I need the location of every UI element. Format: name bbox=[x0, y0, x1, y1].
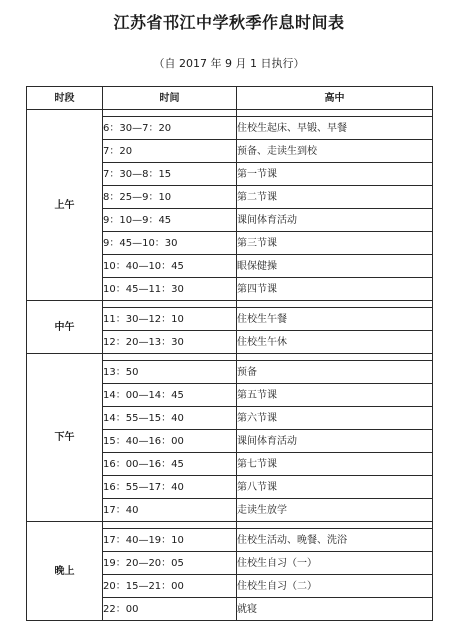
gap-cell bbox=[103, 301, 237, 308]
activity-cell: 走读生放学 bbox=[237, 499, 433, 522]
activity-cell: 眼保健操 bbox=[237, 255, 433, 278]
activity-cell: 第五节课 bbox=[237, 384, 433, 407]
time-cell: 9：10—9：45 bbox=[103, 209, 237, 232]
activity-cell: 第二节课 bbox=[237, 186, 433, 209]
gap-cell bbox=[237, 301, 433, 308]
activity-cell: 课间体育活动 bbox=[237, 430, 433, 453]
gap-cell bbox=[237, 354, 433, 361]
activity-cell: 住校生午餐 bbox=[237, 308, 433, 331]
activity-cell: 第七节课 bbox=[237, 453, 433, 476]
activity-cell: 第一节课 bbox=[237, 163, 433, 186]
section-gap bbox=[27, 354, 433, 361]
time-cell: 12：20—13：30 bbox=[103, 331, 237, 354]
time-cell: 17：40 bbox=[103, 499, 237, 522]
time-cell: 10：40—10：45 bbox=[103, 255, 237, 278]
activity-cell: 第三节课 bbox=[237, 232, 433, 255]
activity-cell: 第六节课 bbox=[237, 407, 433, 430]
activity-cell: 第八节课 bbox=[237, 476, 433, 499]
period-label: 上午 bbox=[27, 110, 103, 301]
activity-cell: 住校生活动、晚餐、洗浴 bbox=[237, 529, 433, 552]
gap-cell bbox=[103, 110, 237, 117]
schedule-table bbox=[26, 86, 433, 621]
section-gap bbox=[27, 110, 433, 117]
time-cell: 22：00 bbox=[103, 598, 237, 621]
time-cell: 13：50 bbox=[103, 361, 237, 384]
time-cell: 11：30—12：10 bbox=[103, 308, 237, 331]
period-label: 晚上 bbox=[27, 522, 103, 621]
activity-cell: 住校生午休 bbox=[237, 331, 433, 354]
time-cell: 7：20 bbox=[103, 140, 237, 163]
header-period: 时段 bbox=[27, 87, 103, 110]
gap-cell bbox=[237, 110, 433, 117]
activity-cell: 第四节课 bbox=[237, 278, 433, 301]
gap-cell bbox=[237, 522, 433, 529]
section-gap bbox=[27, 301, 433, 308]
activity-cell: 住校生起床、早锻、早餐 bbox=[237, 117, 433, 140]
time-cell: 17：40—19：10 bbox=[103, 529, 237, 552]
gap-cell bbox=[103, 522, 237, 529]
activity-cell: 住校生自习（一） bbox=[237, 552, 433, 575]
time-cell: 8：25—9：10 bbox=[103, 186, 237, 209]
period-label: 中午 bbox=[27, 301, 103, 354]
time-cell: 16：00—16：45 bbox=[103, 453, 237, 476]
activity-cell: 住校生自习（二） bbox=[237, 575, 433, 598]
time-cell: 14：00—14：45 bbox=[103, 384, 237, 407]
time-cell: 16：55—17：40 bbox=[103, 476, 237, 499]
time-cell: 6：30—7：20 bbox=[103, 117, 237, 140]
time-cell: 7：30—8：15 bbox=[103, 163, 237, 186]
header-activity: 高中 bbox=[237, 87, 433, 110]
gap-cell bbox=[103, 354, 237, 361]
time-cell: 14：55—15：40 bbox=[103, 407, 237, 430]
effective-date-note: （自 2017 年 9 月 1 日执行） bbox=[153, 57, 305, 70]
time-cell: 10：45—11：30 bbox=[103, 278, 237, 301]
section-gap bbox=[27, 522, 433, 529]
activity-cell: 预备 bbox=[237, 361, 433, 384]
time-cell: 19：20—20：05 bbox=[103, 552, 237, 575]
activity-cell: 就寝 bbox=[237, 598, 433, 621]
activity-cell: 课间体育活动 bbox=[237, 209, 433, 232]
time-cell: 15：40—16：00 bbox=[103, 430, 237, 453]
time-cell: 20：15—21：00 bbox=[103, 575, 237, 598]
time-cell: 9：45—10：30 bbox=[103, 232, 237, 255]
activity-cell: 预备、走读生到校 bbox=[237, 140, 433, 163]
header-row bbox=[27, 87, 433, 110]
page-title: 江苏省邗江中学秋季作息时间表 bbox=[113, 13, 345, 32]
header-time: 时间 bbox=[103, 87, 237, 110]
period-label: 下午 bbox=[27, 354, 103, 522]
